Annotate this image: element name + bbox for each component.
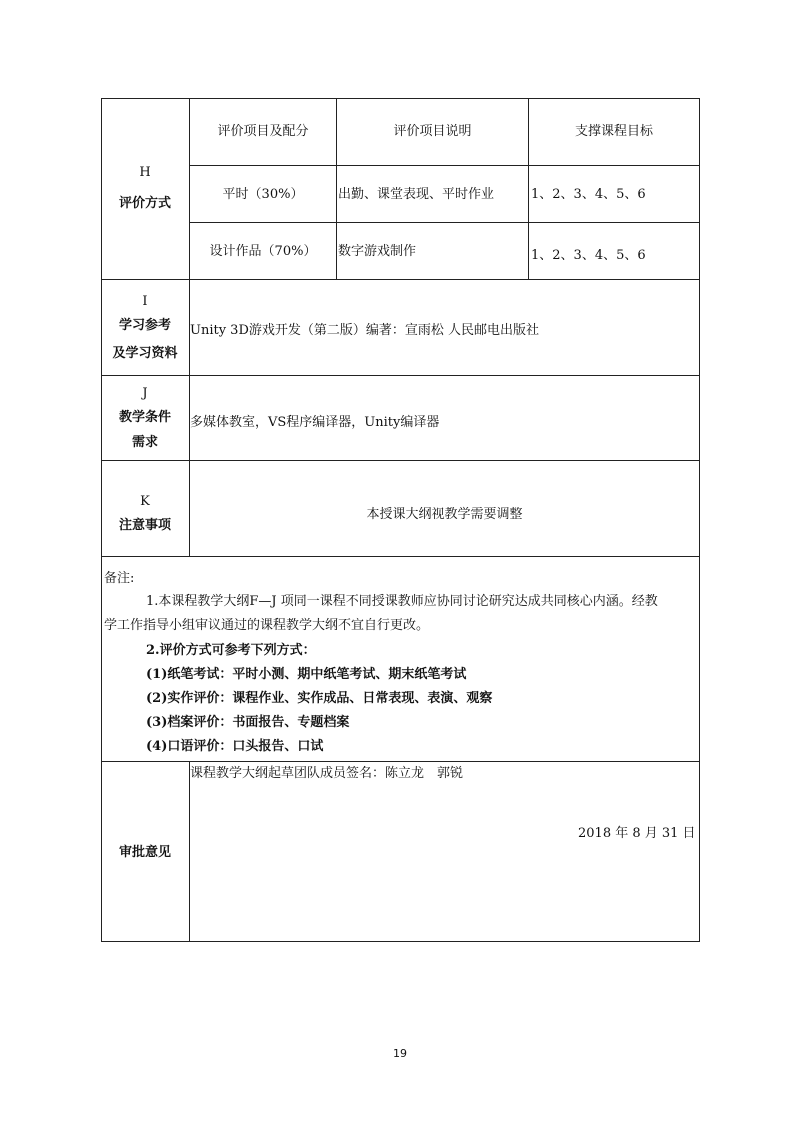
section-letter: H (139, 165, 151, 180)
approval-date: 2018 年 8 月 31 日 (578, 826, 696, 841)
table-header-cell: 评价项目说明 (393, 124, 472, 139)
table-header-cell: 支撑课程目标 (574, 124, 653, 139)
section-content: Unity 3D游戏开发（第二版）编著：宣雨松 人民邮电出版社 (190, 323, 540, 338)
note-item: (4)口语评价：口头报告、口试 (146, 739, 324, 754)
section-letter: J (142, 386, 148, 401)
section-title: 注意事项 (118, 518, 171, 533)
note-item: (3)档案评价：书面报告、专题档案 (146, 715, 350, 730)
section-title: 教学条件 (118, 410, 171, 425)
table-cell: 出勤、课堂表现、平时作业 (338, 187, 495, 202)
table-cell: 1、2、3、4、5、6 (531, 248, 646, 263)
note-line: 1.本课程教学大纲F—J 项同一课程不同授课教师应协同讨论研究达成共同核心内涵。经教 (146, 594, 658, 609)
table-header-cell: 评价项目及配分 (217, 124, 309, 139)
table-cell: 设计作品（70%） (209, 244, 317, 259)
page-number: 19 (393, 1047, 407, 1060)
notes-label: 备注: (104, 571, 135, 586)
section-content: 本授课大纲视教学需要调整 (366, 507, 523, 522)
section-title: 评价方式 (118, 196, 171, 211)
note-item: (1)纸笔考试：平时小测、期中纸笔考试、期末纸笔考试 (146, 667, 467, 682)
table-cell: 数字游戏制作 (338, 244, 417, 259)
note-line: 2.评价方式可参考下列方式： (146, 643, 316, 658)
section-content: 多媒体教室，VS程序编译器，Unity编译器 (190, 415, 440, 430)
section-title: 及学习资料 (112, 346, 178, 361)
table-cell: 1、2、3、4、5、6 (531, 187, 646, 202)
table-cell: 平时（30%） (222, 187, 304, 202)
note-line: 学工作指导小组审议通过的课程教学大纲不宜自行更改。 (104, 618, 430, 633)
section-letter: I (142, 294, 148, 309)
section-title: 需求 (131, 435, 158, 450)
note-item: (2)实作评价：课程作业、实作成品、日常表现、表演、观察 (146, 691, 493, 706)
approval-title: 审批意见 (118, 845, 171, 860)
section-title: 学习参考 (118, 318, 171, 333)
signature-line: 课程教学大纲起草团队成员签名：陈立龙 郭锐 (190, 766, 464, 781)
section-letter: K (140, 494, 150, 509)
